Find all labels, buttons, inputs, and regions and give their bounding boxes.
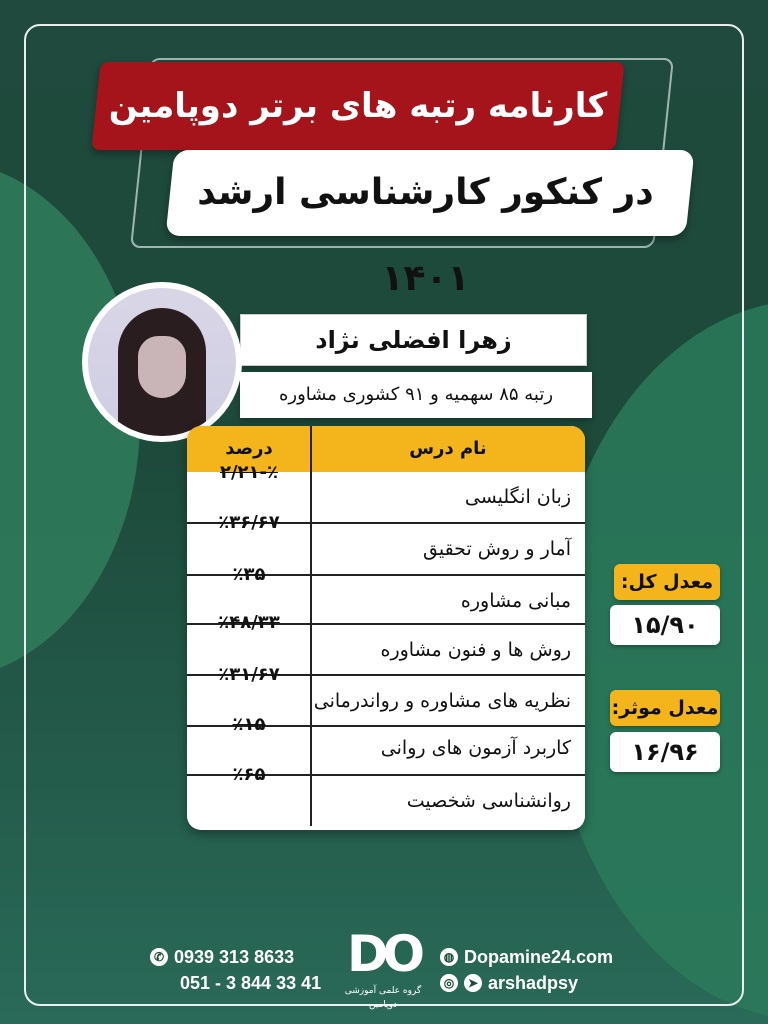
course-name: آمار و روش تحقیق bbox=[422, 538, 571, 560]
effective-average-label: معدل موثر: bbox=[610, 690, 720, 726]
header-percent: درصد bbox=[225, 438, 273, 459]
logo-mark: DO bbox=[346, 925, 419, 983]
effective-average-value: ۱۶/۹۶ bbox=[610, 732, 720, 772]
percent-value: ٪۶۵ bbox=[232, 764, 266, 785]
student-rank: رتبه ۸۵ سهمیه و ۹۱ کشوری مشاوره bbox=[278, 384, 554, 405]
course-name: نظریه های مشاوره و رواندرمانی bbox=[313, 690, 571, 712]
instagram-icon: ◎ bbox=[440, 974, 458, 992]
student-name: زهرا افضلی نژاد bbox=[315, 326, 512, 354]
course-name: مبانی مشاوره bbox=[460, 590, 571, 612]
whatsapp-icon: ✆ bbox=[150, 948, 168, 966]
course-name: روانشناسی شخصیت bbox=[406, 790, 571, 812]
student-photo-image bbox=[88, 288, 236, 436]
title-banner-white bbox=[165, 150, 694, 299]
title-line2: در کنکور کارشناسی ارشد ۱۴۰۱ bbox=[197, 172, 654, 299]
percent-value: ٪۳۵ bbox=[232, 564, 266, 585]
globe-icon: ◍ bbox=[440, 948, 458, 966]
percent-value: ٪۴۸/۳۳ bbox=[218, 612, 280, 633]
student-photo bbox=[82, 282, 242, 442]
title-banner-red bbox=[91, 62, 624, 150]
percent-value: ٪۱۵ bbox=[232, 714, 266, 735]
course-name: زبان انگلیسی bbox=[464, 486, 571, 508]
course-name: کاربرد آزمون های روانی bbox=[380, 737, 571, 759]
phone-mobile[interactable]: 0939 313 8633 bbox=[174, 947, 295, 967]
phone-landline[interactable]: 051 - 3 844 33 41 bbox=[180, 973, 322, 993]
dopamine-logo bbox=[338, 924, 428, 1008]
percent-value: ٪-۲/۲۱ bbox=[219, 462, 278, 483]
course-name: روش ها و فنون مشاوره bbox=[380, 639, 571, 661]
logo-text: گروه علمی آموزشی دوپامین bbox=[344, 986, 422, 1010]
student-name-box bbox=[240, 314, 587, 366]
total-average-value: ۱۵/۹۰ bbox=[610, 605, 720, 645]
contact-phones bbox=[150, 944, 321, 996]
header-course: نام درس bbox=[409, 438, 487, 459]
grades-table bbox=[187, 426, 585, 830]
social-handle[interactable]: arshadpsy bbox=[488, 973, 579, 993]
total-average-label: معدل کل: bbox=[614, 564, 720, 600]
student-rank-box bbox=[240, 372, 592, 418]
telegram-icon: ➤ bbox=[464, 974, 482, 992]
website-link[interactable]: Dopamine24.com bbox=[464, 947, 614, 967]
title-line1: کارنامه رتبه های برتر دوپامین bbox=[108, 86, 608, 126]
percent-value: ٪۳۱/۶۷ bbox=[218, 664, 280, 685]
percent-value: ٪۳۶/۶۷ bbox=[218, 512, 280, 533]
contact-online bbox=[440, 944, 613, 996]
